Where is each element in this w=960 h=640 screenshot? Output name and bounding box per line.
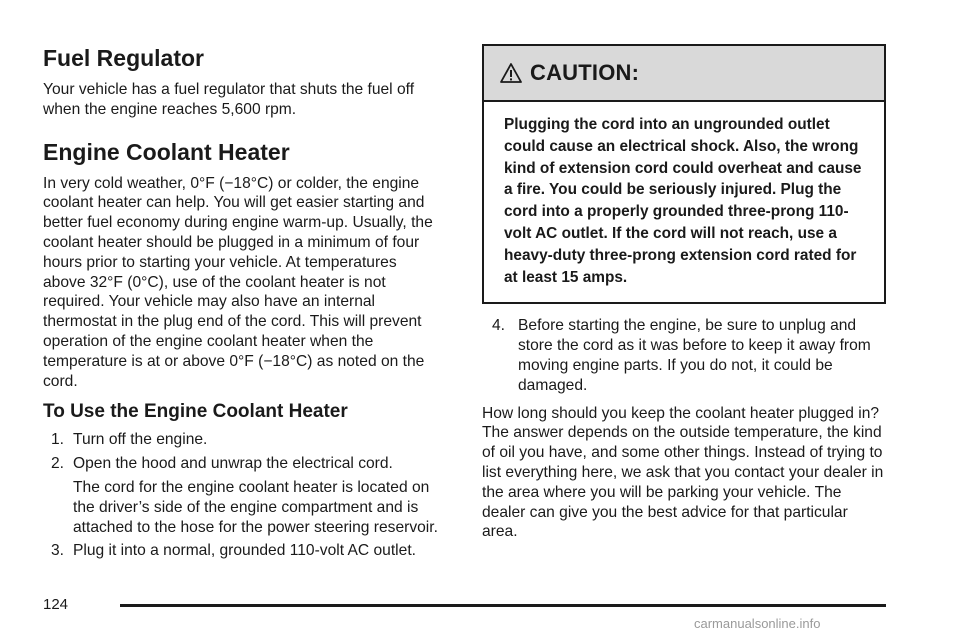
step-text: Before starting the engine, be sure to unplug and store the cord as it was before to keep it away from moving engine parts. If you do not, it could be damaged. xyxy=(518,317,871,394)
caution-text: Plugging the cord into an ungrounded outlet could cause an electrical shock. Also, the wrong kind of extension cord could overheat and cause a fire. You could be seriously injured. Plug the cord into a properly grounded three-prong 110-volt AC outlet. If the cord will not reach, use a heavy-duty three-prong extension cord rated for at least 15 amps. xyxy=(504,116,862,286)
steps-list xyxy=(43,430,443,561)
step-subtext: The cord for the engine coolant heater is located on the driver’s side of the engine compartment and is attached to the hose for the power steering reservoir. xyxy=(73,478,438,536)
fuel-regulator-text: Your vehicle has a fuel regulator that shuts the fuel off when the engine reaches 5,600 rpm. xyxy=(43,81,415,118)
step-number: 1. xyxy=(51,431,65,449)
caution-box xyxy=(482,44,886,304)
watermark: carmanualsonline.info xyxy=(694,616,821,631)
fuel-regulator-heading: Fuel Regulator xyxy=(43,45,205,71)
steps-list-continued xyxy=(482,316,886,395)
caution-triangle-icon xyxy=(500,62,522,84)
caution-title: CAUTION: xyxy=(530,60,640,85)
step-text: Open the hood and unwrap the electrical cord. xyxy=(73,455,393,473)
page-number: 124 xyxy=(43,596,69,613)
left-column xyxy=(43,44,443,565)
right-column xyxy=(482,44,886,542)
step-number: 2. xyxy=(51,455,65,473)
step-text: Plug it into a normal, grounded 110-volt AC outlet. xyxy=(73,542,416,560)
footer-divider xyxy=(120,604,886,607)
list-item xyxy=(482,316,886,395)
to-use-heading: To Use the Engine Coolant Heater xyxy=(43,401,348,423)
engine-coolant-heater-heading: Engine Coolant Heater xyxy=(43,138,290,165)
list-item xyxy=(43,454,443,537)
engine-coolant-heater-text: In very cold weather, 0°F (−18°C) or colder, the engine coolant heater can help. You will get easier starting and better fuel economy during engine warm-up. Usually, the coolant heater should be plugged in a minimum of four hours prior to starting your vehicle. At temperatures above 32°F (0°C), use of the coolant heater is not required. Your vehicle may also have an internal thermostat in the plug end of the cord. This will prevent operation of the engine coolant heater when the temperature is at or above 0°F (−18°C) as noted on the cord. xyxy=(43,174,433,390)
list-item xyxy=(43,430,443,450)
caution-header xyxy=(484,46,884,102)
step-text: Turn off the engine. xyxy=(73,431,208,449)
step-number: 3. xyxy=(51,542,65,560)
how-long-text: How long should you keep the coolant heater plugged in? The answer depends on the outside temperature, the kind of oil you have, and some other things. Instead of trying to list everything here, we ask that you contact your dealer in the area where you will be parking your vehicle. The dealer can give you the best advice for that particular area. xyxy=(482,404,884,541)
step-number: 4. xyxy=(492,317,506,335)
list-item xyxy=(43,541,443,561)
